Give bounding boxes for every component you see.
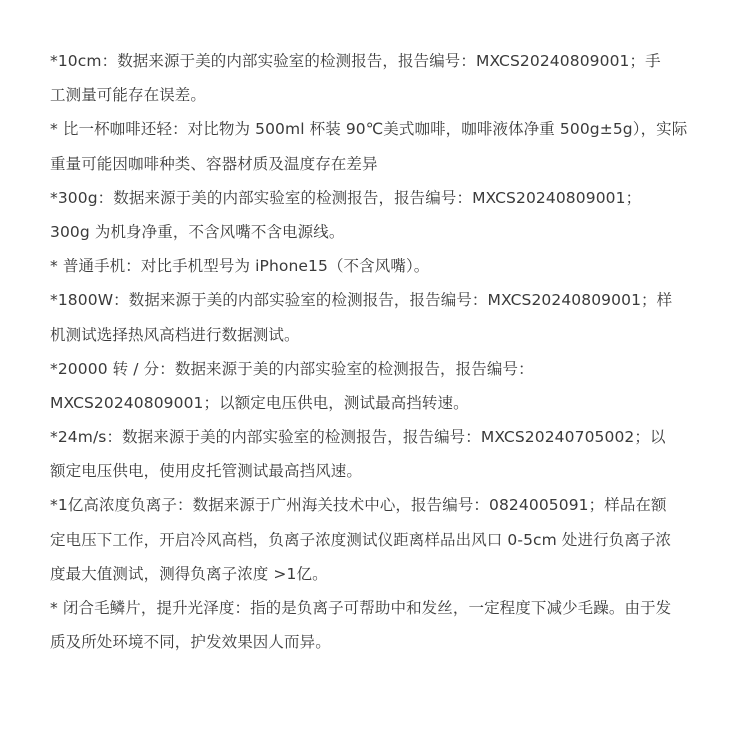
footnotes-list xyxy=(50,44,722,659)
footnote-weight xyxy=(50,181,722,249)
footnote-line: *10cm：数据来源于美的内部实验室的检测报告，报告编号：MXCS20240809001；手 xyxy=(50,52,661,70)
footnote-hair-care xyxy=(50,591,722,659)
footnote-line: 质及所处环境不同，护发效果因人而异。 xyxy=(50,633,331,652)
footnote-line: 机测试选择热风高档进行数据测试。 xyxy=(50,325,300,344)
footnote-line: * 比一杯咖啡还轻：对比物为 500ml 杯装 90℃美式咖啡，咖啡液体净重 500g±5g），实际 xyxy=(50,120,688,139)
footnote-line: 度最大值测试，测得负离子浓度 >1亿。 xyxy=(50,564,328,583)
footnote-wind-speed xyxy=(50,420,722,488)
footnote-line: 额定电压供电，使用皮托管测试最高挡风速。 xyxy=(50,462,363,481)
footnote-line: MXCS20240809001；以额定电压供电，测试最高挡转速。 xyxy=(50,393,469,412)
footnote-size xyxy=(50,44,722,112)
footnote-line: * 普通手机：对比手机型号为 iPhone15（不含风嘴）。 xyxy=(50,257,430,276)
footnote-coffee-comparison xyxy=(50,112,722,180)
footnote-line: * 闭合毛鳞片，提升光泽度：指的是负离子可帮助中和发丝，一定程度下减少毛躁。由于发 xyxy=(50,599,672,617)
footnote-negative-ions xyxy=(50,488,722,591)
footnote-line: *24m/s：数据来源于美的内部实验室的检测报告，报告编号：MXCS20240705002；以 xyxy=(50,428,666,447)
footnote-line: *1亿高浓度负离子：数据来源于广州海关技术中心，报告编号：0824005091；样品在额 xyxy=(50,496,667,515)
footnote-phone-comparison xyxy=(50,249,722,283)
footnote-line: *300g：数据来源于美的内部实验室的检测报告，报告编号：MXCS20240809001； xyxy=(50,188,642,207)
footnote-line: *1800W：数据来源于美的内部实验室的检测报告，报告编号：MXCS20240809001；样 xyxy=(50,291,673,310)
footnote-motor-speed xyxy=(50,352,722,420)
footnote-line: 工测量可能存在误差。 xyxy=(50,86,207,105)
footnote-power xyxy=(50,283,722,351)
footnote-line: 300g 为机身净重，不含风嘴不含电源线。 xyxy=(50,222,345,241)
footnote-line: 定电压下工作，开启冷风高档，负离子浓度测试仪距离样品出风口 0-5cm 处进行负离子浓 xyxy=(50,530,672,549)
footnote-line: *20000 转 / 分：数据来源于美的内部实验室的检测报告，报告编号： xyxy=(50,359,534,378)
footnote-line: 重量可能因咖啡种类、容器材质及温度存在差异 xyxy=(50,154,378,173)
